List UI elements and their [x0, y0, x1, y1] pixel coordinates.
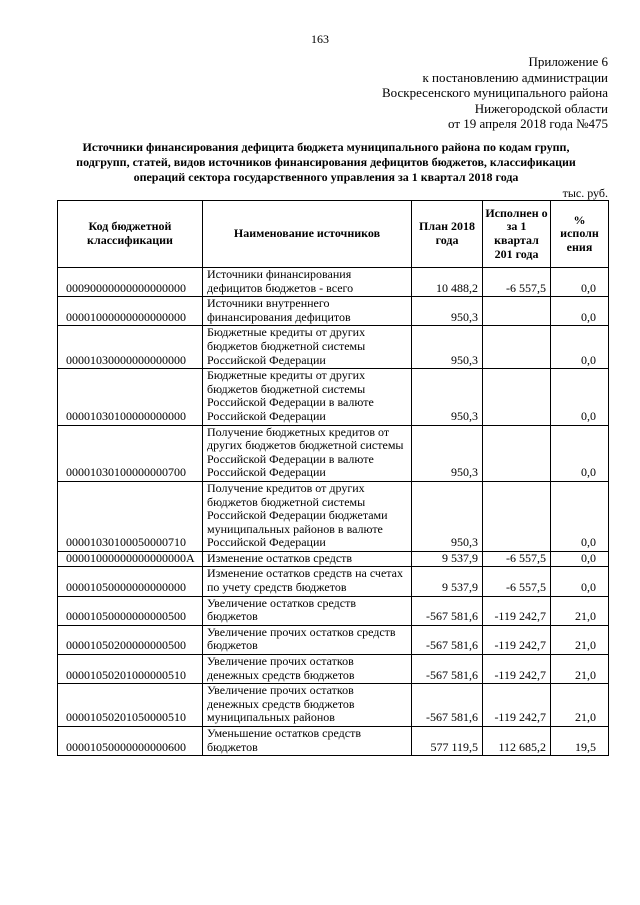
cell-percent: 19,5 — [551, 727, 609, 756]
cell-percent: 0,0 — [551, 425, 609, 481]
appendix-line: от 19 апреля 2018 года №475 — [448, 116, 608, 131]
cell-name: Увеличение прочих остатков средств бюджетов — [203, 625, 412, 654]
cell-name: Получение бюджетных кредитов от других бюджетов бюджетной системы Российской Федерации в валюте Российской Федерации — [203, 425, 412, 481]
table-row — [58, 369, 609, 425]
table-row — [58, 297, 609, 326]
cell-percent: 21,0 — [551, 625, 609, 654]
cell-executed: -119 242,7 — [483, 684, 551, 727]
table-row — [58, 727, 609, 756]
cell-executed — [483, 326, 551, 369]
cell-plan: 950,3 — [412, 326, 483, 369]
header-percent: % исполн ения — [551, 201, 609, 268]
table-row — [58, 326, 609, 369]
cell-executed: -119 242,7 — [483, 625, 551, 654]
page-number: 163 — [311, 32, 329, 46]
header-plan: План 2018 года — [412, 201, 483, 268]
cell-code: 00001000000000000000 — [58, 297, 203, 326]
cell-plan: -567 581,6 — [412, 655, 483, 684]
cell-name: Изменение остатков средств на счетах по учету средств бюджетов — [203, 567, 412, 596]
cell-plan: 950,3 — [412, 369, 483, 425]
title-line: Источники финансирования дефицита бюджета муниципального района по кодам групп, — [82, 140, 570, 154]
table-row — [58, 625, 609, 654]
cell-code: 00001050201000000510 — [58, 655, 203, 684]
cell-name: Источники внутреннего финансирования дефицитов — [203, 297, 412, 326]
header-code: Код бюджетной классификации — [58, 201, 203, 268]
cell-code: 00001030100050000710 — [58, 481, 203, 551]
cell-percent: 0,0 — [551, 297, 609, 326]
cell-percent: 0,0 — [551, 481, 609, 551]
cell-name: Уменьшение остатков средств бюджетов — [203, 727, 412, 756]
cell-code: 00001050000000000000 — [58, 567, 203, 596]
cell-code: 00001000000000000000А — [58, 551, 203, 567]
cell-code: 00001030100000000000 — [58, 369, 203, 425]
cell-name: Получение кредитов от других бюджетов бюджетной системы Российской Федерации бюджетами муниципальных районов в валюте Российской Федерации — [203, 481, 412, 551]
table-row — [58, 481, 609, 551]
cell-executed — [483, 369, 551, 425]
title-line: операций сектора государственного управления за 1 квартал 2018 года — [133, 170, 519, 184]
cell-executed: -6 557,5 — [483, 551, 551, 567]
cell-percent: 21,0 — [551, 596, 609, 625]
cell-code: 00001050201050000510 — [58, 684, 203, 727]
document-title — [46, 140, 606, 185]
appendix-line: Нижегородской области — [474, 100, 608, 116]
cell-percent: 0,0 — [551, 369, 609, 425]
title-line: подгрупп, статей, видов источников финансирования дефицитов бюджетов, классификации — [76, 155, 576, 169]
cell-percent: 0,0 — [551, 551, 609, 567]
appendix-block — [382, 54, 608, 132]
sources-table — [57, 200, 609, 756]
cell-executed: -6 557,5 — [483, 567, 551, 596]
cell-executed — [483, 297, 551, 326]
cell-code: 00001030000000000000 — [58, 326, 203, 369]
cell-name: Источники финансирования дефицитов бюджетов - всего — [203, 268, 412, 297]
cell-executed: -6 557,5 — [483, 268, 551, 297]
table-row — [58, 425, 609, 481]
appendix-line: Приложение 6 — [528, 54, 608, 69]
cell-percent: 21,0 — [551, 655, 609, 684]
cell-code: 00001050200000000500 — [58, 625, 203, 654]
cell-name: Увеличение прочих остатков денежных средств бюджетов — [203, 655, 412, 684]
cell-percent: 21,0 — [551, 684, 609, 727]
cell-plan: -567 581,6 — [412, 625, 483, 654]
cell-executed: 112 685,2 — [483, 727, 551, 756]
cell-executed — [483, 425, 551, 481]
cell-name: Увеличение остатков средств бюджетов — [203, 596, 412, 625]
cell-name: Бюджетные кредиты от других бюджетов бюджетной системы Российской Федерации — [203, 326, 412, 369]
cell-code: 00001050000000000600 — [58, 727, 203, 756]
cell-plan: 950,3 — [412, 425, 483, 481]
table-row — [58, 268, 609, 297]
cell-code: 00001050000000000500 — [58, 596, 203, 625]
table-row — [58, 655, 609, 684]
appendix-line: к постановлению администрации — [422, 69, 608, 85]
cell-plan: 950,3 — [412, 297, 483, 326]
cell-name: Увеличение прочих остатков денежных средств бюджетов муниципальных районов — [203, 684, 412, 727]
cell-plan: 9 537,9 — [412, 567, 483, 596]
cell-percent: 0,0 — [551, 326, 609, 369]
unit-label: тыс. руб. — [562, 186, 608, 200]
cell-executed: -119 242,7 — [483, 655, 551, 684]
cell-plan: 577 119,5 — [412, 727, 483, 756]
table-row — [58, 551, 609, 567]
table-header-row — [58, 201, 609, 268]
cell-plan: 950,3 — [412, 481, 483, 551]
cell-plan: -567 581,6 — [412, 684, 483, 727]
table-row — [58, 567, 609, 596]
header-executed: Исполнен о за 1 квартал 201 года — [483, 201, 551, 268]
cell-executed — [483, 481, 551, 551]
cell-percent: 0,0 — [551, 268, 609, 297]
appendix-line: Воскресенского муниципального района — [382, 85, 608, 100]
table-row — [58, 684, 609, 727]
cell-percent: 0,0 — [551, 567, 609, 596]
cell-code: 00090000000000000000 — [58, 268, 203, 297]
cell-code: 00001030100000000700 — [58, 425, 203, 481]
cell-name: Бюджетные кредиты от других бюджетов бюджетной системы Российской Федерации в валюте Российской Федерации — [203, 369, 412, 425]
cell-executed: -119 242,7 — [483, 596, 551, 625]
header-name: Наименование источников — [203, 201, 412, 268]
cell-plan: 10 488,2 — [412, 268, 483, 297]
cell-plan: 9 537,9 — [412, 551, 483, 567]
cell-plan: -567 581,6 — [412, 596, 483, 625]
cell-name: Изменение остатков средств — [203, 551, 412, 567]
table-row — [58, 596, 609, 625]
